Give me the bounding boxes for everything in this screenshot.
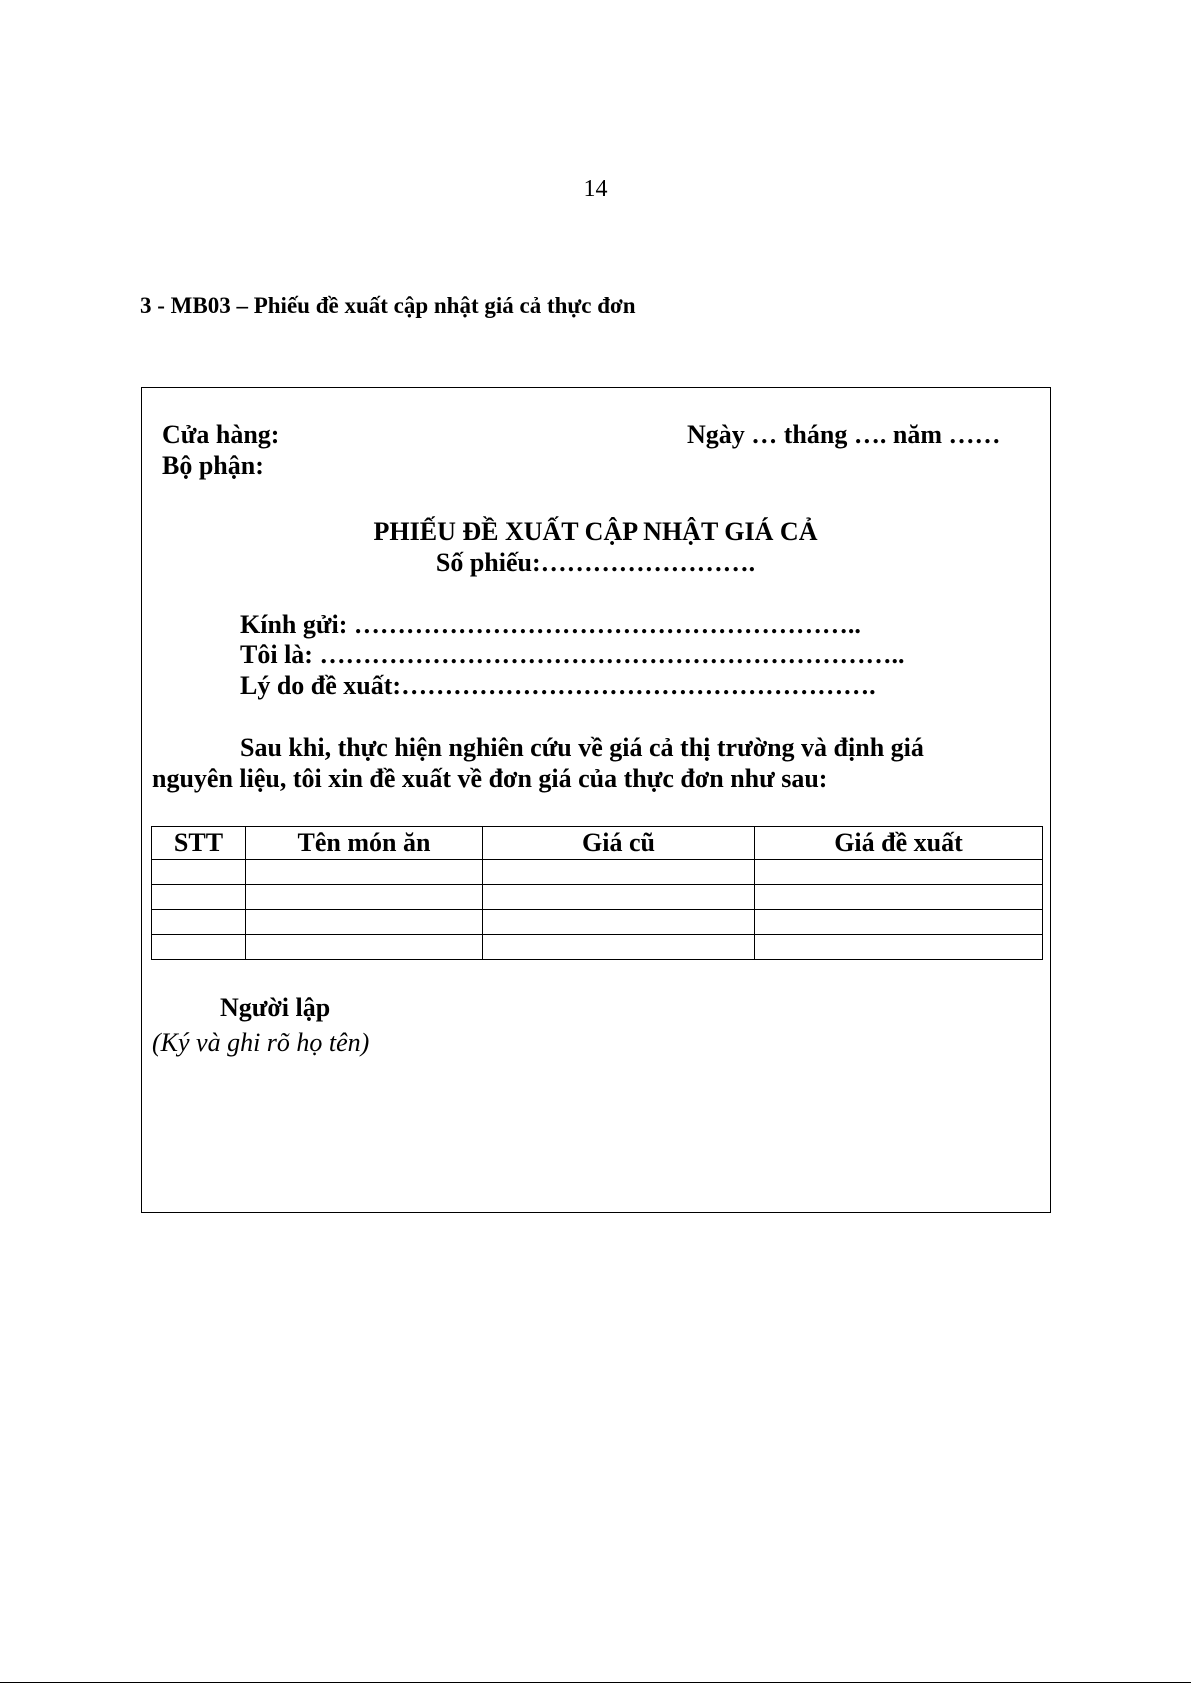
table-row (152, 935, 1043, 960)
table-cell (246, 860, 483, 885)
table-cell (483, 910, 755, 935)
price-table (151, 826, 1043, 960)
table-header-row (152, 827, 1043, 860)
table-cell (755, 910, 1043, 935)
table-row (152, 860, 1043, 885)
table-cell (483, 885, 755, 910)
table-cell (483, 935, 755, 960)
form-number: Số phiếu:……………………. (435, 548, 756, 577)
header-dish-name: Tên món ăn (246, 827, 483, 860)
store-label: Cửa hàng: (162, 420, 280, 449)
table-cell (755, 935, 1043, 960)
author-line: Tôi là: ………………………………………………………….. (240, 640, 905, 669)
table-cell (152, 860, 246, 885)
table-cell (152, 910, 246, 935)
page-number: 14 (583, 176, 608, 202)
intro-paragraph-line-2: nguyên liệu, tôi xin đề xuất về đơn giá của thực đơn như sau: (152, 764, 828, 793)
date-line: Ngày … tháng …. năm …… (687, 420, 1001, 449)
table-cell (152, 935, 246, 960)
table-cell (246, 885, 483, 910)
footer-rule (0, 1682, 1191, 1683)
signer-note: (Ký và ghi rõ họ tên) (152, 1028, 370, 1057)
table-cell (246, 910, 483, 935)
table-cell (755, 885, 1043, 910)
table-cell (152, 885, 246, 910)
form-title: PHIẾU ĐỀ XUẤT CẬP NHẬT GIÁ CẢ (373, 517, 818, 546)
recipient-line: Kính gửi: ………………………………………………….. (240, 610, 861, 639)
table-cell (246, 935, 483, 960)
table-cell (755, 860, 1043, 885)
intro-paragraph-line-1: Sau khi, thực hiện nghiên cứu về giá cả thị trường và định giá (240, 733, 924, 762)
table-row (152, 885, 1043, 910)
table-row (152, 910, 1043, 935)
reason-line: Lý do đề xuất:………………………………………………. (240, 671, 876, 700)
table-cell (483, 860, 755, 885)
header-proposed-price: Giá đề xuất (755, 827, 1043, 860)
section-heading: 3 - MB03 – Phiếu đề xuất cập nhật giá cả thực đơn (140, 293, 636, 318)
header-old-price: Giá cũ (483, 827, 755, 860)
form-frame (141, 387, 1051, 1213)
department-label: Bộ phận: (162, 451, 264, 480)
header-stt: STT (152, 827, 246, 860)
signer-title: Người lập (220, 993, 331, 1022)
